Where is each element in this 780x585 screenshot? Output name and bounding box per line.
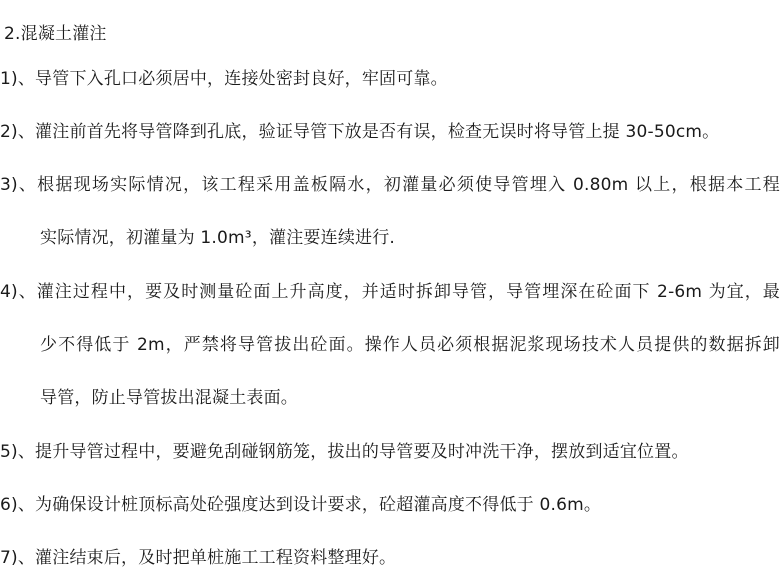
item-4-line-1: 4)、灌注过程中，要及时测量砼面上升高度，并适时拆卸导管，导管埋深在砼面下 2-6m 为宜，最 xyxy=(0,282,780,302)
item-5-line-1: 5)、提升导管过程中，要避免刮碰钢筋笼，拔出的导管要及时冲洗干净，摆放到适宜位置。 xyxy=(0,442,689,462)
item-1-line-1: 1)、导管下入孔口必须居中，连接处密封良好，牢固可靠。 xyxy=(0,69,448,89)
item-4-line-2: 少不得低于 2m，严禁将导管拔出砼面。操作人员必须根据泥浆现场技术人员提供的数据拆卸 xyxy=(40,335,780,355)
section-title: 2.混凝土灌注 xyxy=(4,24,107,44)
item-7-line-1: 7)、灌注结束后，及时把单桩施工工程资料整理好。 xyxy=(0,548,397,568)
item-3-line-2: 实际情况，初灌量为 1.0m³，灌注要连续进行. xyxy=(40,228,396,248)
item-3-line-1: 3)、根据现场实际情况，该工程采用盖板隔水，初灌量必须使导管埋入 0.80m 以上，根据本工程 xyxy=(0,175,780,195)
item-6-line-1: 6)、为确保设计桩顶标高处砼强度达到设计要求，砼超灌高度不得低于 0.6m。 xyxy=(0,495,602,515)
item-2-line-1: 2)、灌注前首先将导管降到孔底，验证导管下放是否有误，检查无误时将导管上提 30-50cm。 xyxy=(0,122,720,142)
item-4-line-3: 导管，防止导管拔出混凝土表面。 xyxy=(40,388,298,408)
